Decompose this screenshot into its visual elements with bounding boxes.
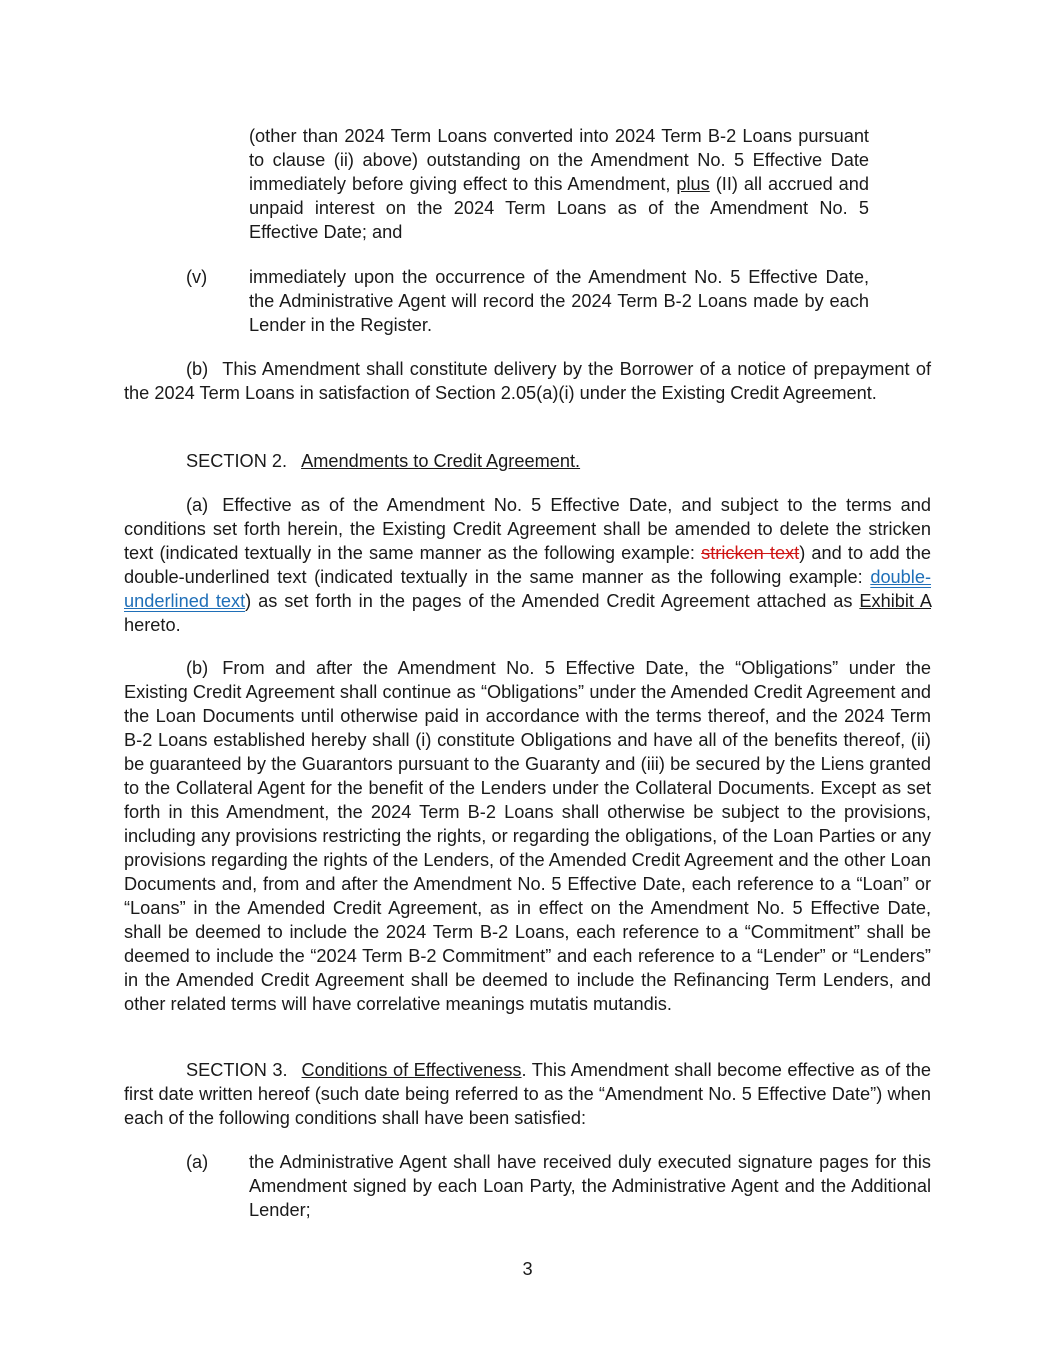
section-2-label: SECTION 2.: [186, 451, 288, 471]
section-2-a-marker: (a): [186, 495, 209, 515]
section-2-a-text-4: hereto.: [124, 615, 181, 635]
section-2-paragraph-a: [124, 493, 931, 637]
double-underlined-example: double-underlined text: [124, 567, 932, 611]
section-3-item-a-text: the Administrative Agent shall have received duly executed signature pages for this Amendment signed by each Loan Party, the Administrative Agent and the Additional Lender;: [249, 1152, 931, 1220]
section-2-a-text-3: ) as set forth in the pages of the Amended Credit Agreement attached as: [245, 591, 853, 611]
section-3-label: SECTION 3.: [186, 1060, 288, 1080]
paragraph-b-notice: [124, 357, 931, 405]
exhibit-a-reference: Exhibit A: [859, 591, 931, 611]
stricken-text-example: stricken text: [701, 543, 800, 563]
section-3-paragraph: [124, 1058, 931, 1130]
section-2-b-marker: (b): [186, 658, 209, 678]
section-2-title: Amendments to Credit Agreement.: [301, 451, 581, 471]
clause-continuation: [249, 124, 869, 244]
section-2-b-text: From and after the Amendment No. 5 Effective Date, the “Obligations” under the Existing Credit Agreement shall continue as “Obligations” under the Amended Credit Agreement and the Loan Documents until otherwise paid in accordance with the terms thereof, and the 2024 Term B-2 Loans established hereby shall (i) constitute Obligations and have all of the benefits thereof, (ii) be guaranteed by the Guarantors pursuant to the Guaranty and (iii) be secured by the Liens granted to the Collateral Agent for the benefit of the Lenders under the Collateral Documents. Except as set forth in this Amendment, the 2024 Term B-2 Loans shall otherwise be subject to the provisions, including any provisions restricting the rights, or regarding the obligations, of the Loan Parties or any provisions regarding the rights of the Lenders, of the Amended Credit Agreement and the other Loan Documents and, from and after the Amendment No. 5 Effective Date, each reference to a “Loan” or “Loans” in the Amended Credit Agreement, as in effect on the Amendment No. 5 Effective Date, shall be deemed to include the 2024 Term B-2 Loans, each reference to a “Commitment” shall be deemed to include the “2024 Term B-2 Commitment” and each reference to a “Lender” or “Lenders” in the Amended Credit Agreement shall be deemed to include the Refinancing Term Lenders, and other related terms will have correlative meanings mutatis mutandis.: [124, 658, 931, 1014]
section-2-paragraph-b: [124, 656, 931, 1016]
section-2-a-text-2: ) and to add the double-underlined text (indicated textually in the same manner as the following example:: [124, 543, 931, 587]
section-3-item-a-marker: (a): [186, 1152, 209, 1172]
page-number: 3: [522, 1259, 533, 1279]
paragraph-b-text: This Amendment shall constitute delivery by the Borrower of a notice of prepayment of the 2024 Term Loans in satisfaction of Section 2.05(a)(i) under the Existing Credit Agreement.: [124, 359, 931, 403]
item-v-text: immediately upon the occurrence of the Amendment No. 5 Effective Date, the Administrative Agent will record the 2024 Term B-2 Loans made by each Lender in the Register.: [249, 267, 869, 335]
plus-underlined: plus: [676, 174, 710, 194]
paragraph-b-marker: (b): [186, 359, 209, 379]
section-2-a-text-1: Effective as of the Amendment No. 5 Effective Date, and subject to the terms and conditions set forth herein, the Existing Credit Agreement shall be amended to delete the stricken text (indicated textually in the same manner as the following example:: [124, 495, 931, 563]
section-3-text: . This Amendment shall become effective as of the first date written hereof (such date being referred to as the “Amendment No. 5 Effective Date”) when each of the following conditions shall have been satisfied:: [124, 1060, 931, 1128]
clause-continuation-text: (other than 2024 Term Loans converted into 2024 Term B-2 Loans pursuant to clause (ii) above) outstanding on the Amendment No. 5 Effective Date immediately before giving effect to this Amendment,: [249, 126, 869, 194]
section-2-heading: [186, 449, 580, 473]
clause-continuation-text-after: (II) all accrued and unpaid interest on the 2024 Term Loans as of the Amendment No. 5 Effective Date; and: [249, 174, 869, 242]
item-v-marker: (v): [186, 267, 208, 287]
section-3-title: Conditions of Effectiveness: [301, 1060, 522, 1080]
